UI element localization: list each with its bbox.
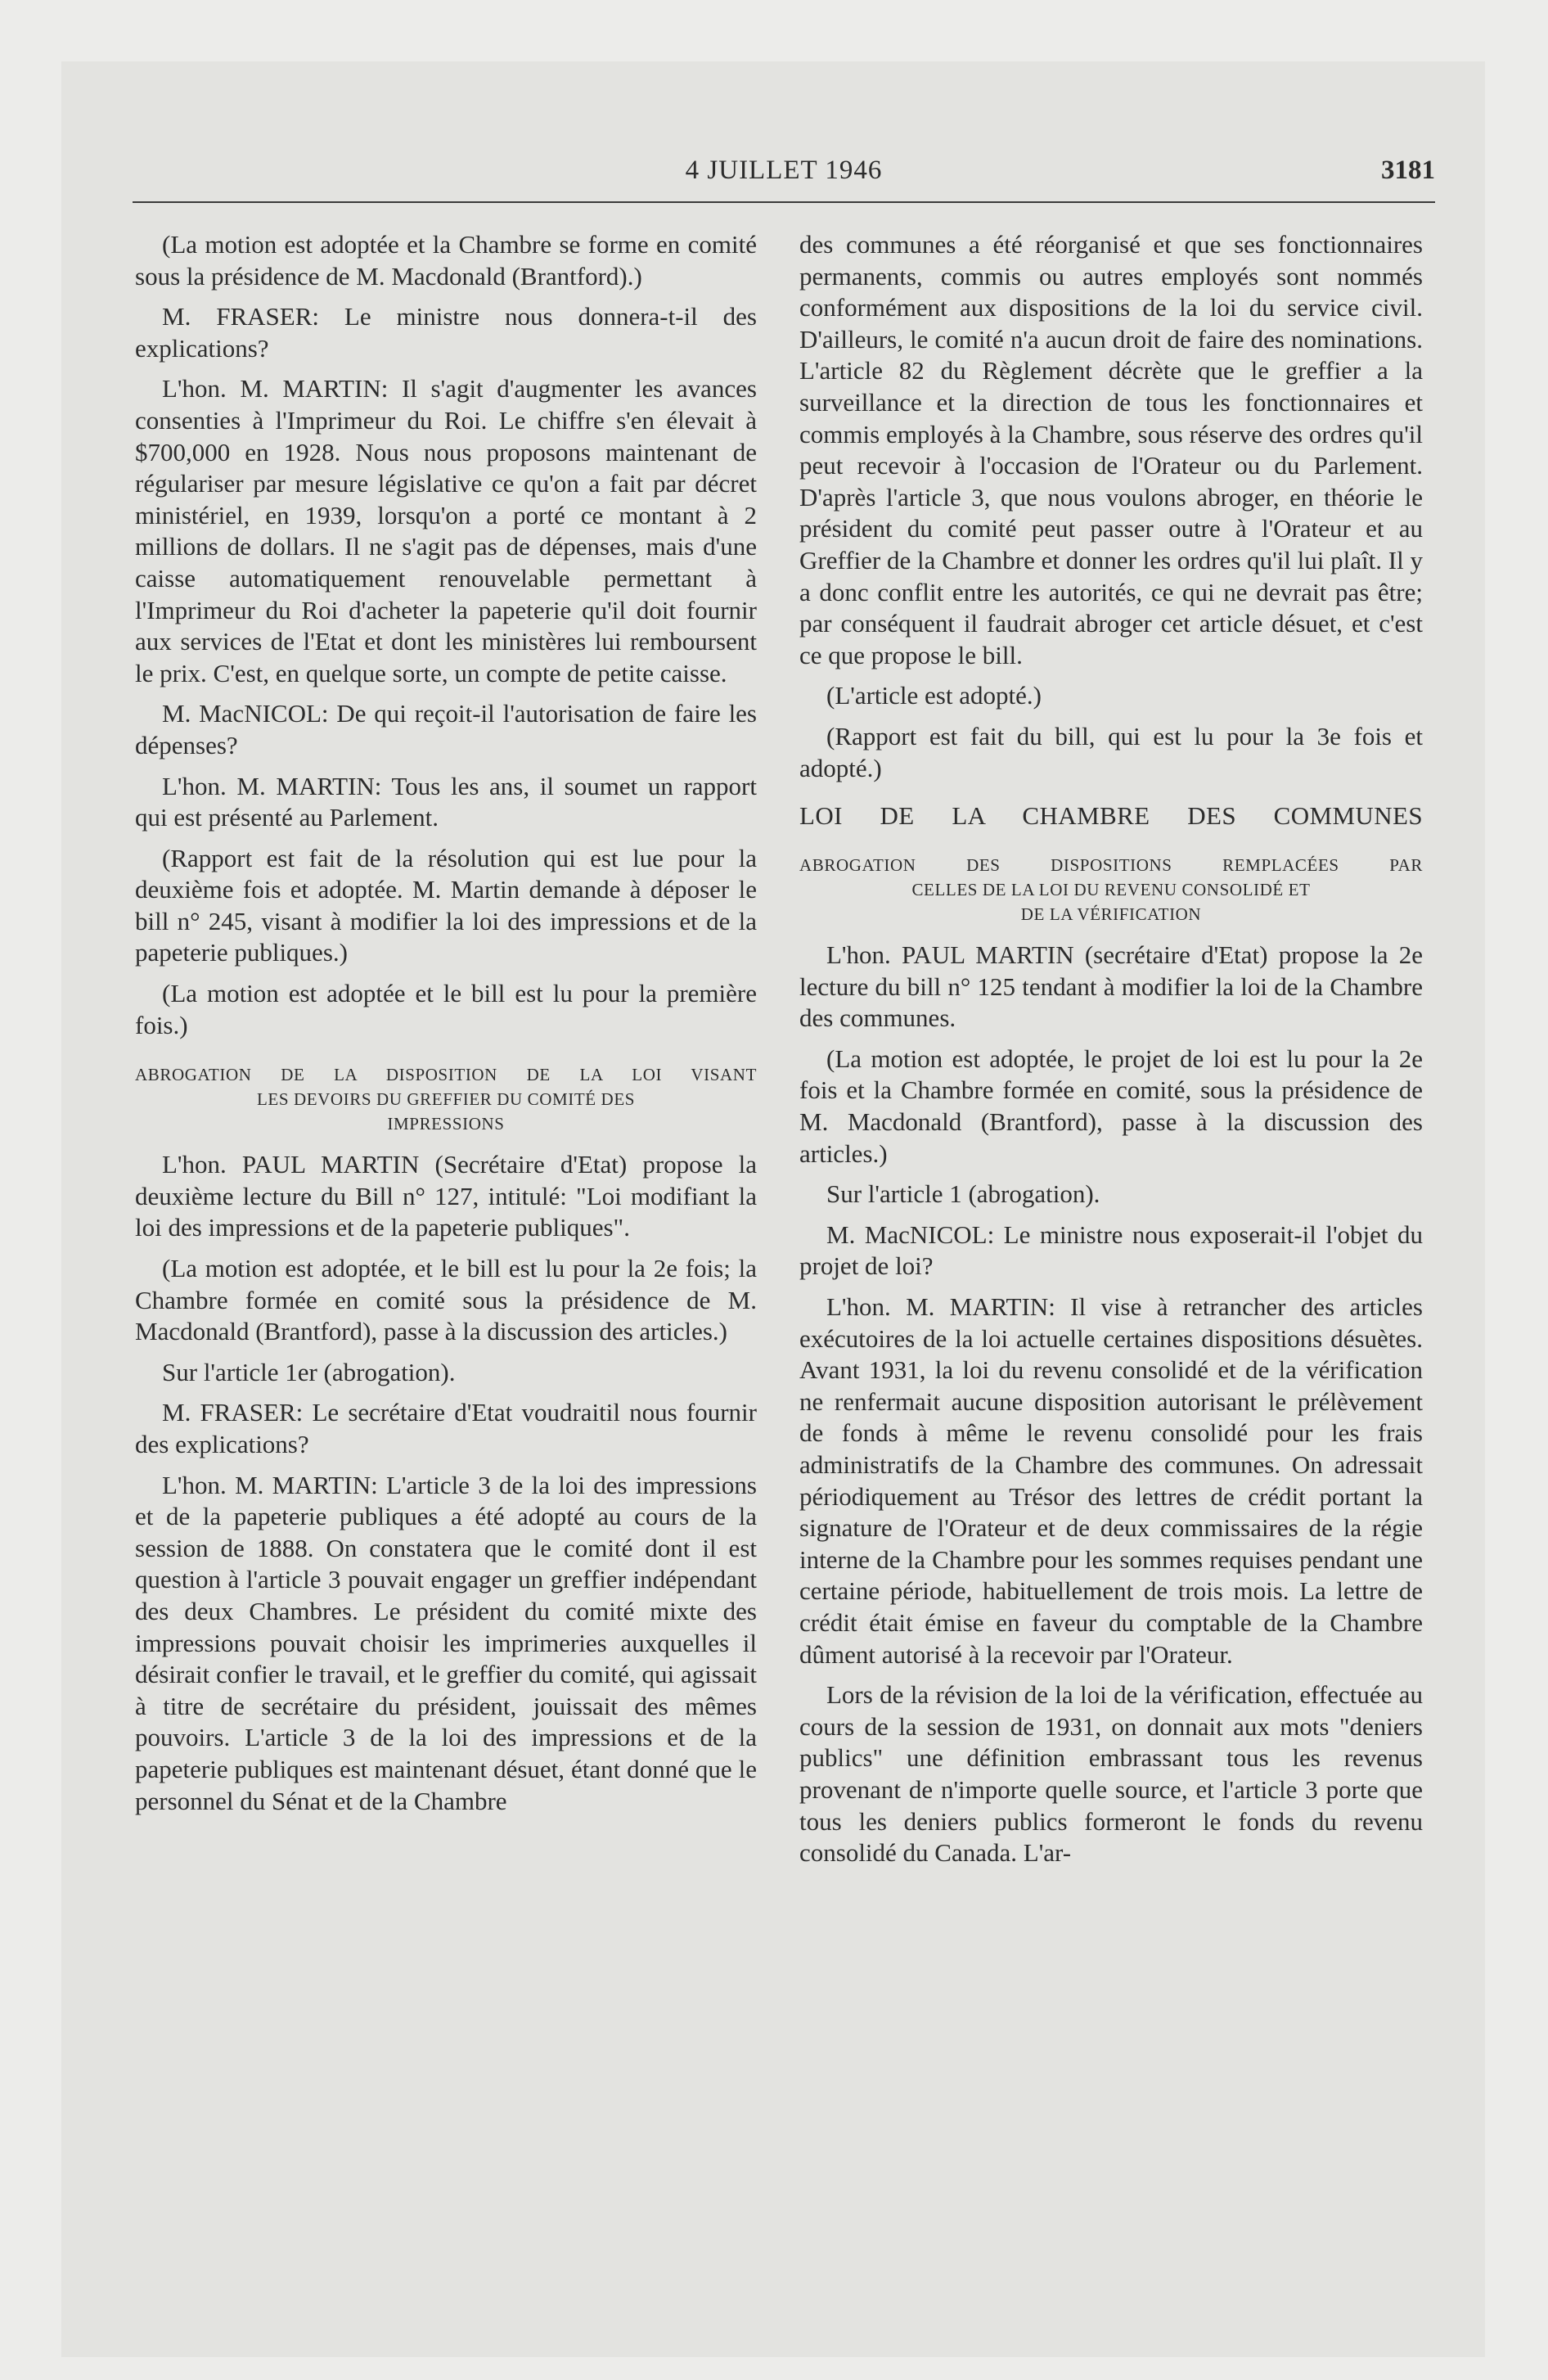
section-heading-line: LES DEVOIRS DU GREFFIER DU COMITÉ DES [256, 1089, 636, 1110]
paragraph: Sur l'article 1er (abrogation). [162, 1357, 456, 1386]
section-heading-line: ABROGATION DES DISPOSITIONS REMPLACÉES PAR [799, 855, 1423, 876]
paragraph: M. MacNICOL: De qui reçoit-il l'autorisation de faire les dépenses? [135, 699, 757, 760]
section-heading-line: ABROGATION DE LA DISPOSITION DE LA LOI VISANT [135, 1065, 757, 1085]
paragraph: M. MacNICOL: Le ministre nous exposerait-il l'objet du projet de loi? [799, 1219, 1423, 1281]
paragraph: L'hon. PAUL MARTIN (Secrétaire d'Etat) propose la deuxième lecture du Bill n° 127, intitulé: "Loi modifiant la loi des impressions et de la papeterie publiques". [135, 1150, 757, 1242]
left-column [135, 229, 757, 1826]
paragraph: (La motion est adoptée et la Chambre se forme en comité sous la présidence de M. Macdonald (Brantford).) [135, 230, 757, 291]
section-heading [799, 853, 1423, 926]
paragraph: L'hon. M. MARTIN: L'article 3 de la loi des impressions et de la papeterie publiques a été adopté au cours de la session de 1888. On constatera que le comité dont il est question à l'article 3 pouvait engager un greffier indépendant des deux Chambres. Le président du comité mixte des impressions pouvait choisir les imprimeries auxquelles il désirait confier le travail, et le greffier du comité, qui agissait à titre de secrétaire du président, jouissait des mêmes pouvoirs. L'article 3 de la loi des impressions et de la papeterie publiques est maintenant désuet, étant donné que le personnel du Sénat et de la Chambre [135, 1470, 757, 1815]
paragraph: Lors de la révision de la loi de la vérification, effectuée au cours de la session de 1931, on donnait aux mots "deniers publics" une définition embrassant tous les revenus provenant de n'importe quelle source, et l'article 3 porte que tous les deniers publics formeront le fonds du revenu consolidé du Canada. L'ar- [799, 1680, 1423, 1868]
paragraph: (Rapport est fait de la résolution qui est lue pour la deuxième fois et adoptée. M. Martin demande à déposer le bill n° 245, visant à modifier la loi des impressions et de la papeterie publiques.) [135, 843, 757, 967]
page-date: 4 JUILLET 1946 [685, 156, 883, 185]
paragraph: L'hon. PAUL MARTIN (secrétaire d'Etat) propose la 2e lecture du bill n° 125 tendant à modifier la loi de la Chambre des communes. [799, 940, 1423, 1033]
paragraph: Sur l'article 1 (abrogation). [826, 1179, 1100, 1209]
section-title: LOI DE LA CHAMBRE DES COMMUNES [799, 801, 1423, 831]
paragraph: M. FRASER: Le secrétaire d'Etat voudraitil nous fournir des explications? [135, 1398, 757, 1458]
paragraph: L'hon. M. MARTIN: Tous les ans, il soumet un rapport qui est présenté au Parlement. [135, 771, 757, 832]
section-heading-line: IMPRESSIONS [387, 1114, 505, 1134]
section-heading [135, 1062, 757, 1136]
paragraph: des communes a été réorganisé et que ses fonctionnaires permanents, commis ou autres employés sont nommés conformément aux dispositions de la loi du service civil. D'ailleurs, le comité n'a aucun droit de faire des nominations. L'article 82 du Règlement décrète que le greffier a la surveillance et la direction de tous les fonctionnaires et commis employés à la Chambre, sous réserve des ordres qu'il peut recevoir à l'occasion de l'Orateur ou du Parlement. D'après l'article 3, que nous voulons abroger, en théorie le président du comité peut passer outre à l'Orateur et au Greffier de la Chambre et donner les ordres qu'il lui plaît. Il y a donc conflit entre les autorités, ce qui ne devrait pas être; par conséquent il faudrait abroger cet article désuet, et c'est ce que propose le bill. [799, 230, 1423, 669]
paragraph: (La motion est adoptée et le bill est lu pour la première fois.) [135, 979, 757, 1039]
page-number: 3181 [1381, 156, 1435, 185]
page-header [133, 156, 1435, 203]
paragraph: L'hon. M. MARTIN: Il vise à retrancher des articles exécutoires de la loi actuelle certaines dispositions désuètes. Avant 1931, la loi du revenu consolidé et de la vérification ne renfermait aucune disposition autorisant le prélèvement de fonds à même le revenu consolidé pour les frais administratifs de la Chambre des communes. On adressait périodiquement au Trésor des lettres de crédit portant la signature de l'Orateur et de deux commissaires de la régie interne de la Chambre pour les sommes requises pendant une certaine période, habituellement de trois mois. La lettre de crédit était émise en faveur du comptable de la Chambre dûment autorisé à la recevoir par l'Orateur. [799, 1292, 1423, 1669]
right-column [799, 229, 1423, 1878]
paragraph: (La motion est adoptée, le projet de loi est lu pour la 2e fois et la Chambre formée en comité, sous la présidence de M. Macdonald (Brantford), passe à la discussion des articles.) [799, 1044, 1423, 1168]
section-heading-line: CELLES DE LA LOI DU REVENU CONSOLIDÉ ET [911, 880, 1311, 900]
paragraph: (L'article est adopté.) [826, 681, 1042, 710]
paragraph: M. FRASER: Le ministre nous donnera-t-il des explications? [135, 302, 757, 363]
paragraph: L'hon. M. MARTIN: Il s'agit d'augmenter les avances consenties à l'Imprimeur du Roi. Le chiffre s'en élevait à $700,000 en 1928. Nous nous proposons maintenant de régulariser par mesure législative ce qu'on a fait par décret ministériel, en 1939, lorsqu'on a porté ce montant à 2 millions de dollars. Il ne s'agit pas de dépenses, mais d'une caisse automatiquement renouvelable permettant à l'Imprimeur du Roi d'acheter la papeterie qu'il doit fournir aux services de l'Etat et dont les ministères lui remboursent le prix. C'est, en quelque sorte, un compte de petite caisse. [135, 374, 757, 687]
paragraph: (La motion est adoptée, et le bill est lu pour la 2e fois; la Chambre formée en comité sous la présidence de M. Macdonald (Brantford), passe à la discussion des articles.) [135, 1254, 757, 1346]
section-heading-line: DE LA VÉRIFICATION [1020, 904, 1202, 925]
paragraph: (Rapport est fait du bill, qui est lu pour la 3e fois et adopté.) [799, 721, 1423, 782]
